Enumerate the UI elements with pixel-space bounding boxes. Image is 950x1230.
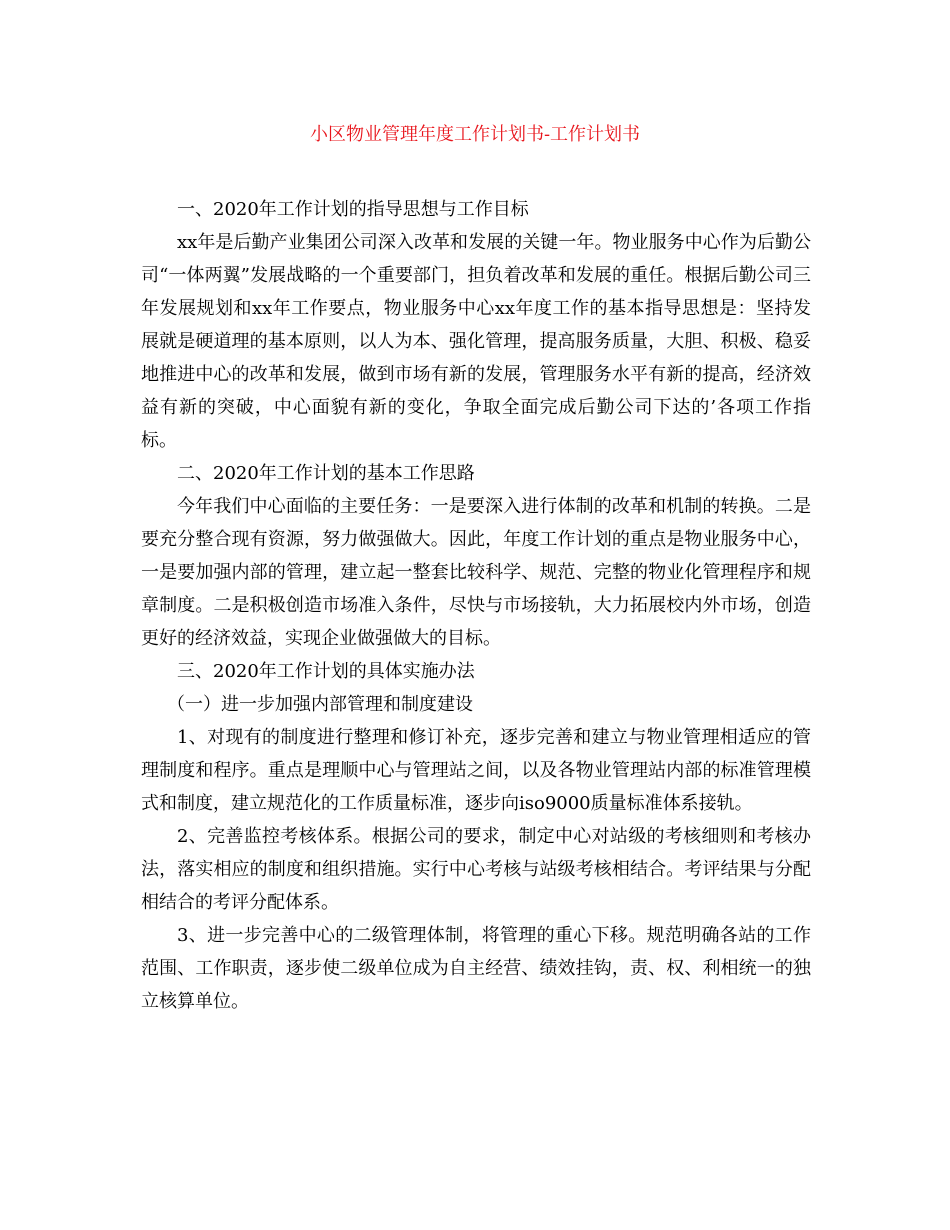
paragraph-work-ideas: 今年我们中心面临的主要任务：一是要深入进行体制的改革和机制的转换。二是要充分整合现有资源，努力做强做大。因此，年度工作计划的重点是物业服务中心，一是要加强内部的管理，建立起一整套比较科学、规范、完整的物业化管理程序和规章制度。二是积极创造市场准入条件，尽快与市场接轨，大力拓展校内外市场，创造更好的经济效益，实现企业做强做大的目标。	[141, 496, 811, 649]
section-heading-2: 二、2020年工作计划的基本工作思路	[177, 463, 475, 484]
section-heading-1: 一、2020年工作计划的指导思想与工作目标	[177, 199, 529, 220]
paragraph-item-2: 2、完善监控考核体系。根据公司的要求，制定中心对站级的考核细则和考核办法，落实相应的制度和组织措施。实行中心考核与站级考核相结合。考评结果与分配相结合的考评分配体系。	[141, 826, 811, 913]
subsection-heading-1: （一）进一步加强内部管理和制度建设	[167, 694, 473, 715]
section-heading-3: 三、2020年工作计划的具体实施办法	[177, 661, 475, 682]
paragraph-guiding-thought: xx年是后勤产业集团公司深入改革和发展的关键一年。物业服务中心作为后勤公司“一体两翼”发展战略的一个重要部门，担负着改革和发展的重任。根据后勤公司三年发展规划和xx年工作要点，物业服务中心xx年度工作的基本指导思想是：坚持发展就是硬道理的基本原则，以人为本、强化管理，提高服务质量，大胆、积极、稳妥地推进中心的改革和发展，做到市场有新的发展，管理服务水平有新的提高，经济效益有新的突破，中心面貌有新的变化，争取全面完成后勤公司下达的’各项工作指标。	[141, 232, 811, 451]
document-title: 小区物业管理年度工作计划书-工作计划书	[309, 124, 641, 145]
paragraph-item-1: 1、对现有的制度进行整理和修订补充，逐步完善和建立与物业管理相适应的管理制度和程序。重点是理顺中心与管理站之间，以及各物业管理站内部的标准管理模式和制度，建立规范化的工作质量标准，逐步向iso9000质量标准体系接轨。	[141, 727, 811, 814]
document-body	[141, 193, 811, 1018]
paragraph-item-3: 3、进一步完善中心的二级管理体制，将管理的重心下移。规范明确各站的工作范围、工作职责，逐步使二级单位成为自主经营、绩效挂钩，责、权、利相统一的独立核算单位。	[141, 925, 811, 1012]
